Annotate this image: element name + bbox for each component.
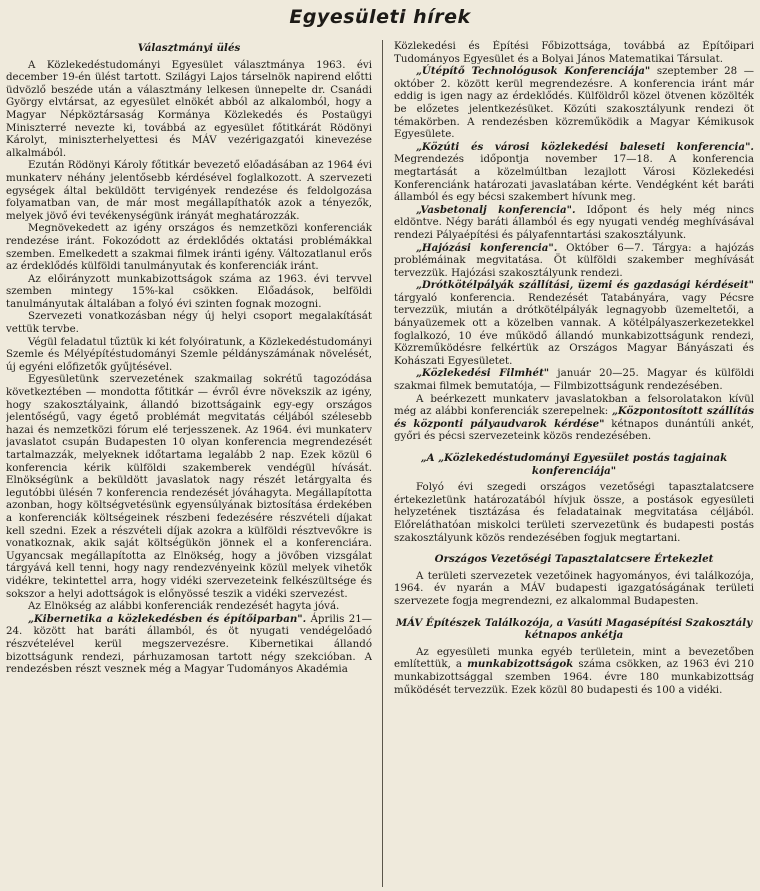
conference-title: „Központosított szállítás és központi pályaudvarok kérdése" <box>394 405 754 430</box>
paragraph <box>394 279 754 367</box>
conference-title: „Drótkötélpályák szállítási, üzemi és gazdasági kérdéseit" <box>416 279 754 292</box>
paragraph-text: január 20—25. Magyar és külföldi szakmai filmek bemutatója, — Filmbizottságunk rendezésében. <box>394 367 754 393</box>
paragraph-text: Megrendezés időpontja november 17—18. A konferencia megtartását a közelmúltban lezajlott Városi Közlekedési Konferenciánk határozati javaslatában kérte. Vendégként két baráti államból és egy bécsi szakembert hívunk meg. <box>394 153 754 204</box>
paragraph: Az Elnökség az alábbi konferenciák rendezését hagyta jóvá. <box>28 600 340 613</box>
left-column <box>6 40 372 887</box>
paragraph: Folyó évi szegedi országos vezetőségi tapasztalatcsere értekezletünk határozatából hívjuk össze, a postások egyesületi helyzetének tisztázása és feladatainak megvitatása céljából. Előreláthatóan miskolci területi szervezetünk és budapesti postás szakosztályunk közös rendezésében fogjuk megtartani. <box>394 481 754 544</box>
paragraph-text: A beérkezett munkaterv javaslatokban a felsorolatakon kívül még az alábbi konferenciák szerepelnek: <box>394 392 754 418</box>
paragraph: Megnövekedett az igény országos és nemzetközi konferenciák rendezése iránt. Fokozódott az érdeklődés oktatási problémákkal szemben. Emelkedett a szakmai filmek iránti igény. Változatlanul erős az érdeklődés külföldi tanulmányutak és konferenciák iránt. <box>6 222 372 273</box>
paragraph-text: száma csökken, az 1963 évi 210 munkabizottsággal szemben 1964. évre 180 munkabizottság működését tervezzük. Ezek közül 80 budapesti és 100 a vidéki. <box>394 658 754 696</box>
paragraph-text: Április 21—24. között hat baráti államból, és öt nyugati vendégelőadó részvételével kerül megszervezésre. Kibernetikai állandó bizottságunk rendezi, párhuzamosan tartott négy szekcióban. A rendezésben részt vesznek még a Magyar Tudományos Akadémia <box>6 612 372 676</box>
paragraph-text: kétnapos dunántúli ankét, győri és pécsi szervezeteink közös rendezésében. <box>394 417 754 443</box>
paragraph <box>394 65 754 141</box>
conference-title: „Útépítő Technológusok Konferenciája" <box>416 65 651 78</box>
section-heading-valasztmanyi-ules: Választmányi ülés <box>137 42 241 54</box>
conference-title: „Kibernetika a közlekedésben és építőiparban". <box>28 612 307 625</box>
section-heading-tapasztalatcsere: Országos Vezetőségi Tapasztalatcsere Értekezlet <box>434 553 714 566</box>
paragraph: Közlekedési és Építési Főbizottsága, továbbá az Építőipari Tudományos Egyesület és a Bolyai János Matematikai Társulat. <box>394 40 754 65</box>
emphasis: munkabizottságok <box>467 658 574 671</box>
paragraph: Ezután Rödönyi Károly főtitkár bevezető előadásában az 1964 évi munkaterv néhány jelentősebb kérdésével foglalkozott. A szervezeti egységek által beküldött tervigények rendezése és feldolgozása folyamatban van, de már most megállapíthatók azok a tényezők, melyek jövő évi tevékenységünk irányát meghatározzák. <box>6 159 372 222</box>
conference-title: „Közúti és városi közlekedési baleseti konferencia". <box>416 140 754 153</box>
paragraph <box>394 242 754 280</box>
paragraph-text: tárgyaló konferencia. Rendezését Tatabányára, vagy Pécsre tervezzük, miután a drótkötélpályák legnagyobb üzemeltetői, a bányaüzemek ott a közelben vannak. A kötélpályaszerkezetekkel foglalkozó, 10 éve működő állandó munkabizottságunk rendezi, Közreműködésre felkértük az Országos Magyar Bányászati és Kohászati Egyesületet. <box>394 291 754 367</box>
paragraph: A területi szervezetek vezetőinek hagyományos, évi találkozója, 1964. év nyarán a MÁV budapesti igazgatóságának területi szervezete fogja megrendezni, ez alkalommal Budapesten. <box>394 569 754 607</box>
paragraph-text: Az egyesületi munka egyéb területein, mint a bevezetőben említettük, a <box>394 645 754 671</box>
section-heading-mav-epiteszek: MÁV Építészek Találkozója, a Vasúti Magasépítési Szakosztály kétnapos ankétja <box>395 616 753 642</box>
paragraph <box>394 646 754 696</box>
page-title: Egyesületi hírek <box>289 6 471 28</box>
column-divider <box>382 40 383 887</box>
conference-title: „Hajózási konferencia". <box>416 241 558 254</box>
paragraph-text: Időpont és hely még nincs eldöntve. Négy baráti államból és egy nyugati vendég meghívásával rendezi Pályaépítési és pályafenntartási szakosztályunk. <box>394 203 754 241</box>
paragraph <box>394 141 754 204</box>
conference-title: „Közlekedési Filmhét" <box>416 367 550 380</box>
paragraph: Végül feladatul tűztük ki két folyóiratunk, a Közlekedéstudományi Szemle és Mélyépítéstudományi Szemle példányszámának növelését, új egyéni előfizetők gyűjtésével. <box>6 335 372 373</box>
conference-title: „Vasbetonalj konferencia". <box>416 203 576 216</box>
paragraph <box>6 613 372 676</box>
paragraph-text: szeptember 28 — október 2. között kerül megrendezésre. A konferencia iránt már eddig is igen nagy az érdeklődés. Külföldről közel ötvenen közölték be előzetes jelentkezésüket. Közúti szakosztályunk rendezi öt témakörben. A rendezésben közreműködik a Magyar Kémikusok Egyesülete. <box>394 65 754 141</box>
paragraph <box>394 393 754 443</box>
paragraph: Az előirányzott munkabizottságok száma az 1963. évi tervvel szemben mintegy 15%-kal csökken. Előadások, belföldi tanulmányutak általában a folyó évi szinten fognak mozogni. <box>6 272 372 310</box>
paragraph: Szervezeti vonatkozásban négy új helyi csoport megalakítását vettük tervbe. <box>6 310 372 336</box>
paragraph <box>394 204 754 242</box>
paragraph-text: Október 6—7. Tárgya: a hajózás problémáinak megvitatása. Öt külföldi szakember meghívását tervezzük. Hajózási szakosztályunk rendezi. <box>394 241 754 279</box>
paragraph: Egyesületünk szervezetének szakmailag sokrétű tagozódása következtében — mondotta főtitkár — évről évre növekszik az igény, hogy szakosztályaink, állandó bizottságaink egy-egy országos jelentőségű, vagy égető problémát megvitatás céljából szélesebb hazai és nemzetközi fórum elé terjesszenek. Az 1964. évi munkaterv javaslatot csupán Budapesten 10 olyan konferencia megrendezését tartalmazzák, melyeknek időtartama legalább 2 nap. Ezek közül 6 konferencia kérik külföldi szakemberek vendégül hívását. Elnökségünk a beküldött javaslatok nagy részét letárgyalta és legutóbbi ülésén 7 konferencia rendezését jóváhagyta. Megállapította azonban, hogy költségvetésünk egyensúlyának biztosítása érdekében a konferenciák költségeinek részbeni fedezésére részvételi díjakat kell szedni. Ezek a részvételi díjak azokra a külföldi résztvevőkre is vonatkoznak, akik saját költségükön jönnek el a konferenciára. Ugyancsak megállapította az Elnökség, hogy a jövőben vizsgálat tárgyává kell tenni, hogy nagy rendezvényeink közül melyek vihetők vidékre, tekintettel arra, hogy vidéki szervezeteink felkészültsége és sokszor a helyi adottságok is előnyössé teszik a vidéki szervezést. <box>6 373 372 600</box>
paragraph <box>394 367 754 392</box>
paragraph: A Közlekedéstudományi Egyesület választmánya 1963. évi december 19-én ülést tartott. Szilágyi Lajos társelnök napirend előtti üdvözlő beszéde után a választmány lelkesen ünnepelte dr. Csanádi György elvtársat, az egyesület elnökét abból az alkalomból, hogy a Magyar Népköztársaság Kormánya Közlekedés és Postaügyi Miniszterré nevezte ki, továbbá az egyesület főtitkárát Rödönyi Károlyt, miniszterhelyettesi és MÁV vezérigazgatói kinevezése alkalmából. <box>6 58 372 159</box>
right-column <box>394 40 754 887</box>
section-heading-postas-konferencia: „A „Közlekedéstudományi Egyesület postás tagjainak konferenciája" <box>420 452 728 477</box>
